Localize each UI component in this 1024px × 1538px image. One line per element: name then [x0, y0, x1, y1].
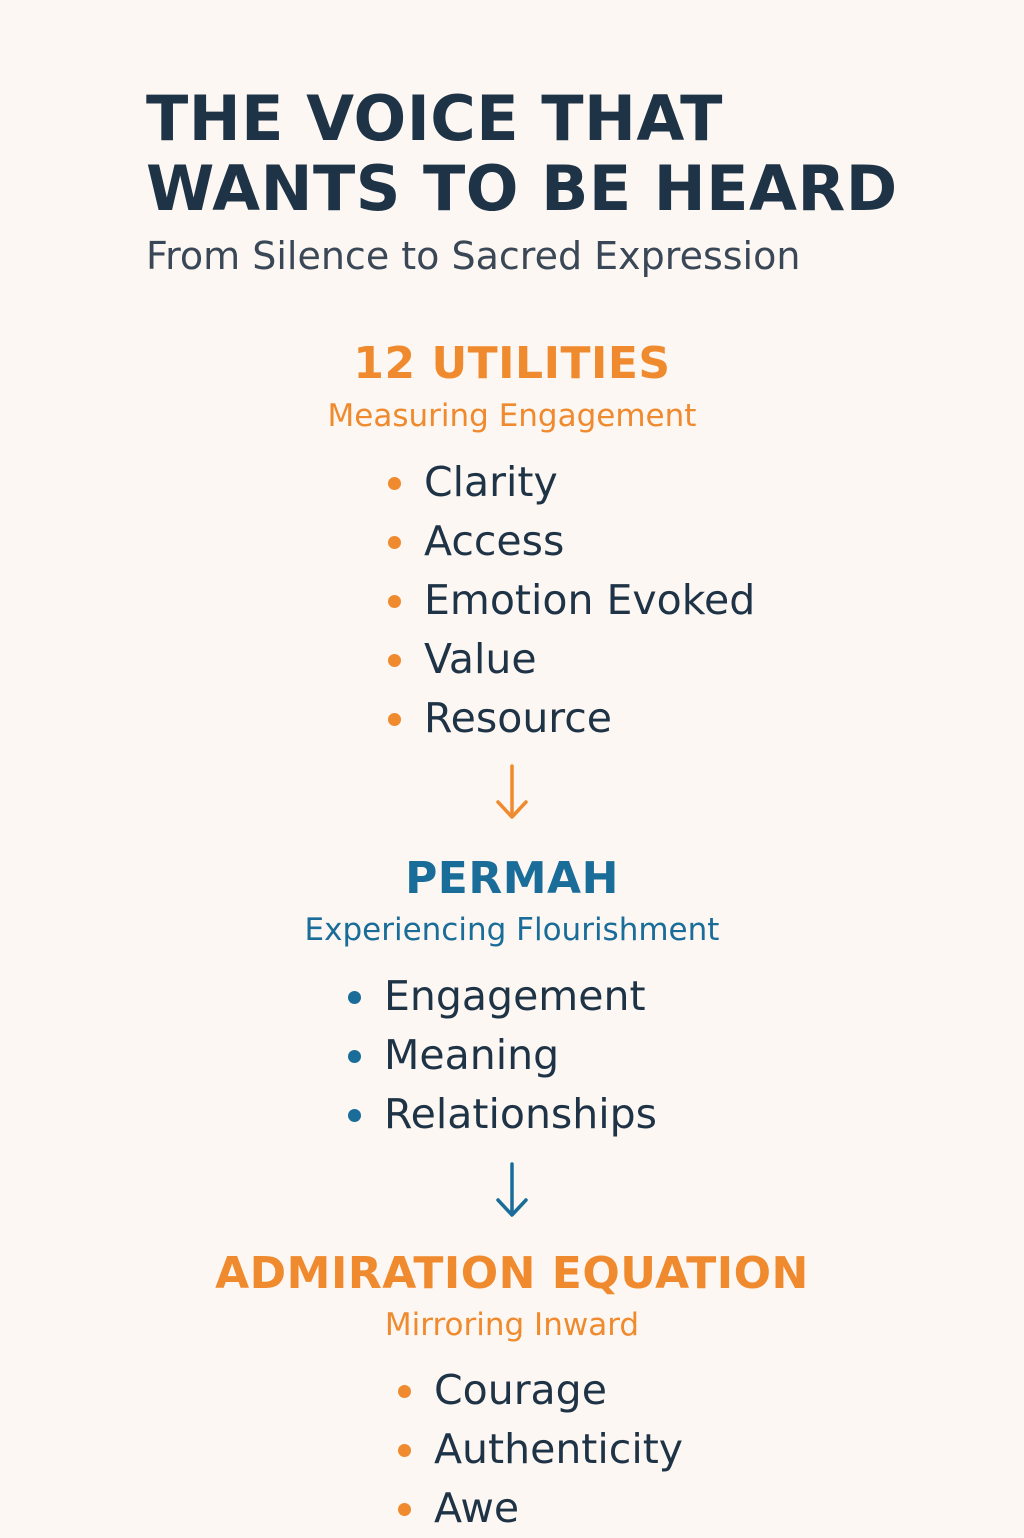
- section-subheading-utilities: Measuring Engagement: [327, 398, 697, 434]
- bullet-icon: [398, 1444, 411, 1457]
- section-subheading-admiration: Mirroring Inward: [384, 1307, 640, 1343]
- bullet-icon: [348, 1050, 361, 1063]
- title-line-2: WANTS TO BE HEARD: [146, 152, 898, 225]
- bullet-icon: [388, 654, 401, 667]
- bullet-icon: [388, 477, 401, 490]
- bullet-icon: [388, 595, 401, 608]
- bullet-icon: [398, 1503, 411, 1516]
- bullet-icon: [398, 1385, 411, 1398]
- bullet-icon: [388, 536, 401, 549]
- section-subheading-permah: Experiencing Flourishment: [304, 912, 720, 948]
- section-heading-utilities: 12 UTILITIES: [353, 338, 671, 389]
- page-title: [146, 84, 966, 224]
- bullet-icon: [348, 1109, 361, 1122]
- page-subtitle: From Silence to Sacred Expression: [146, 234, 801, 278]
- title-line-1: THE VOICE THAT: [146, 82, 723, 155]
- bullet-icon: [388, 713, 401, 726]
- section-heading-permah: PERMAH: [405, 853, 619, 904]
- arrow-down-icon: [492, 762, 532, 822]
- arrow-down-icon: [492, 1160, 532, 1220]
- bullet-icon: [348, 991, 361, 1004]
- section-heading-admiration: ADMIRATION EQUATION: [215, 1248, 809, 1299]
